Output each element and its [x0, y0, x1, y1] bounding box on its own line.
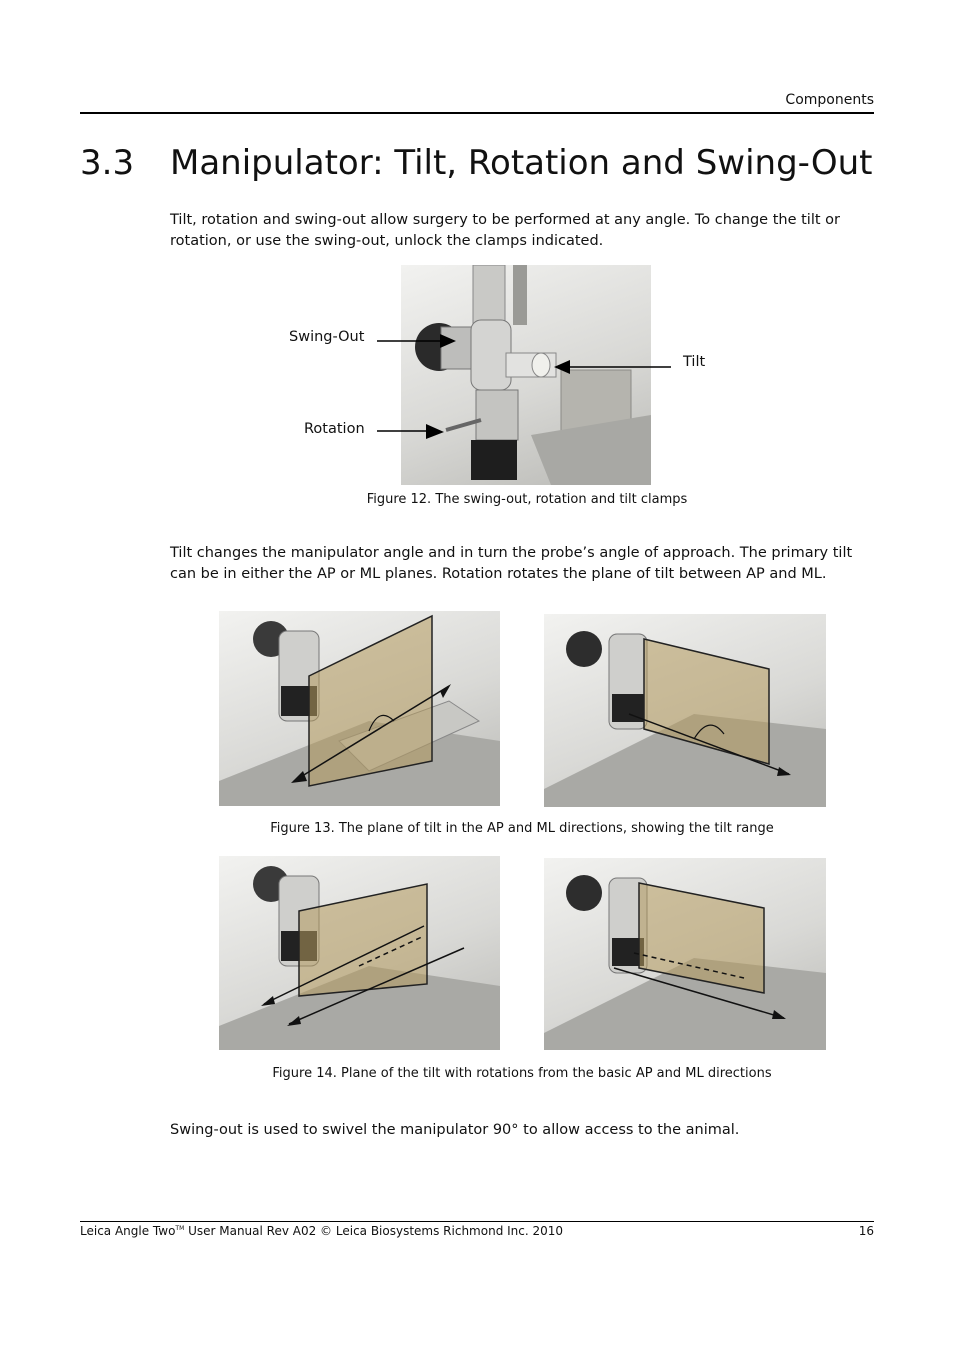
figure-14-ml-photo — [544, 858, 826, 1050]
swing-out-label: Swing-Out — [289, 329, 365, 345]
rotation-label: Rotation — [304, 421, 365, 437]
figure-12-caption: Figure 12. The swing-out, rotation and tilt clamps — [366, 492, 688, 507]
page-number: 16 — [858, 1224, 874, 1238]
ml-rotated-plane-illustration — [544, 858, 826, 1050]
rotation-arrowhead — [426, 424, 444, 439]
ap-tilt-plane-illustration — [219, 611, 500, 806]
footer-product-name: Leica Angle Two — [80, 1224, 176, 1238]
footer-copyright — [80, 1224, 563, 1238]
figure-14-ap-photo — [219, 856, 500, 1050]
swing-out-paragraph: Swing-out is used to swivel the manipulator 90° to allow access to the animal. — [170, 1122, 740, 1138]
figure-13-caption: Figure 13. The plane of tilt in the AP and ML directions, showing the tilt range — [270, 821, 774, 836]
figure-13-ap-photo — [219, 611, 500, 806]
trademark-mark: TM — [175, 1225, 185, 1232]
section-title: Manipulator: Tilt, Rotation and Swing-Out — [170, 143, 873, 183]
figure-13-ml-photo — [544, 614, 826, 807]
footer-rule — [80, 1221, 874, 1222]
footer-manual-info: User Manual Rev A02 © Leica Biosystems Richmond Inc. 2010 — [184, 1224, 564, 1238]
swing-out-arrowhead — [440, 334, 456, 348]
intro-paragraph: Tilt, rotation and swing-out allow surgery to be performed at any angle. To change the tilt or rotation, or use the swing-out, unlock the clamps indicated. — [170, 212, 840, 249]
ap-rotated-plane-illustration — [219, 856, 500, 1050]
ml-tilt-plane-illustration — [544, 614, 826, 807]
tilt-arrowhead — [554, 360, 570, 374]
tilt-label: Tilt — [683, 354, 706, 370]
header-rule — [80, 112, 874, 114]
figure-14-caption: Figure 14. Plane of the tilt with rotations from the basic AP and ML directions — [272, 1066, 772, 1081]
tilt-paragraph: Tilt changes the manipulator angle and in turn the probe’s angle of approach. The primary tilt can be in either the AP or ML planes. Rotation rotates the plane of tilt between AP and ML. — [170, 545, 853, 582]
callout-arrows — [370, 330, 680, 445]
running-header: Components — [785, 92, 874, 108]
section-number: 3.3 — [80, 143, 135, 183]
